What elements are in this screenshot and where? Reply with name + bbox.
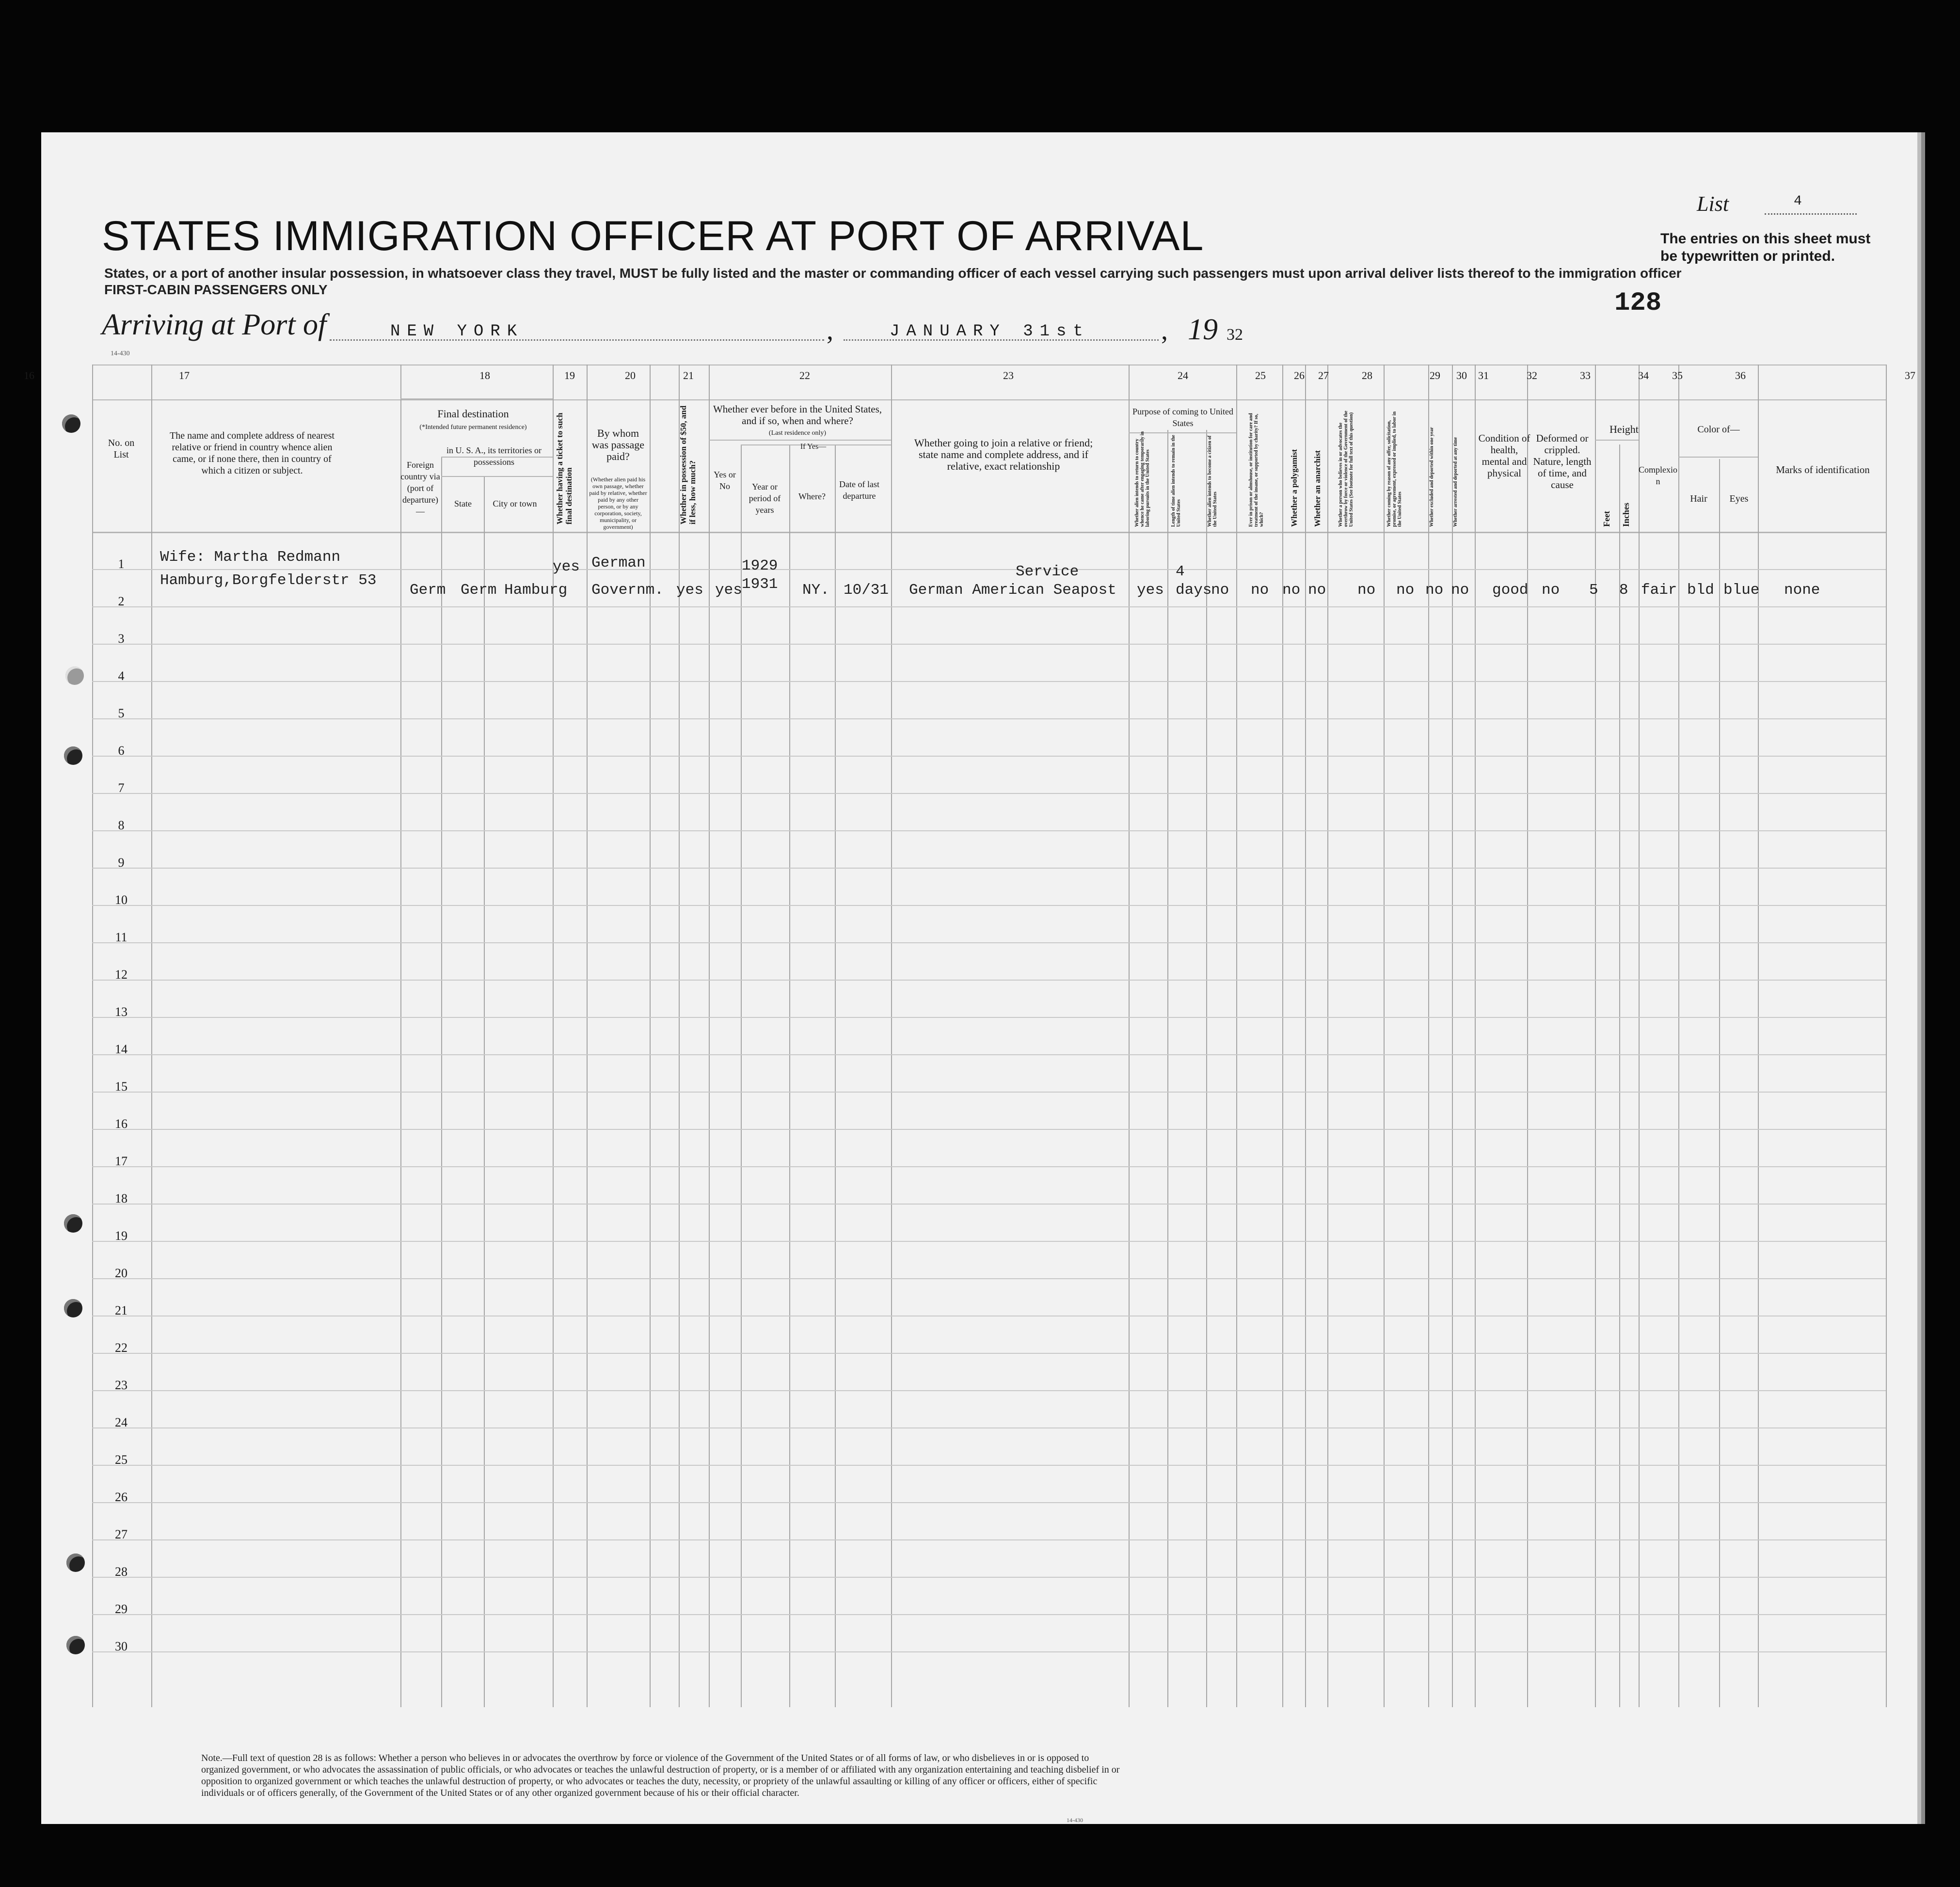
column-number: 22: [799, 369, 810, 381]
column-number: 35: [1672, 369, 1683, 381]
row-number: 26: [115, 1490, 127, 1504]
column-number: 32: [1527, 369, 1537, 381]
header-final-destination-note: (*Intended future permanent residence): [419, 424, 527, 431]
column-rule: [1719, 459, 1720, 1707]
punch-hole: [65, 666, 84, 685]
table-row: [92, 793, 1886, 794]
list-label: List: [1697, 192, 1729, 216]
entry-anarchist: no: [1308, 582, 1326, 599]
column-rule: [679, 365, 680, 1707]
column-rule: [891, 365, 892, 1707]
entry-deported: no: [1451, 582, 1469, 599]
entry-hair: bld: [1687, 582, 1714, 599]
entry-purpose: Service: [1016, 563, 1079, 580]
header-length-of-stay: Length of time alien intends to remain in the United States: [1171, 435, 1181, 527]
column-rule: [835, 444, 836, 1707]
column-number: 23: [1003, 369, 1014, 381]
entry-relative-name: Wife: Martha Redmann: [160, 549, 341, 566]
entry-foreign-country: Germ: [410, 582, 446, 599]
row-number: 20: [115, 1266, 127, 1280]
entry-joining: German American Seapost: [909, 582, 1116, 599]
column-rule: [1678, 365, 1679, 1707]
column-rule: [650, 365, 651, 1707]
subheader-rule: [400, 398, 553, 399]
entry-inches: 8: [1619, 582, 1628, 599]
header-deformed: Deformed or crippled. Nature, length of time, and cause: [1533, 432, 1592, 491]
entry-return: yes: [1137, 582, 1164, 599]
column-number: 36: [1735, 369, 1746, 381]
page-title: STATES IMMIGRATION OFFICER AT PORT OF ARRIVAL: [102, 213, 1204, 259]
header-overthrow: Whether a person who believes in or advocates the overthrow by force or violence of the Government of the United States (See footnote for full text of this question): [1338, 411, 1354, 527]
column-rule: [92, 365, 93, 1707]
row-number: 23: [115, 1378, 127, 1392]
header-polygamist: Whether a polygamist: [1290, 449, 1299, 527]
row-number: 29: [115, 1602, 127, 1616]
entry-where: NY.: [802, 582, 829, 599]
header-labor-offer: Whether coming by reason of any offer, solicitation, promise, or agreement, expressed or implied, to labor in the United States: [1386, 411, 1402, 527]
header-feet: Feet: [1602, 511, 1611, 527]
table-row: [92, 1614, 1886, 1615]
column-number: 19: [564, 369, 575, 381]
table-row: [92, 1241, 1886, 1242]
entry-paid-by: German: [591, 555, 646, 571]
column-number: 25: [1255, 369, 1266, 381]
entry-excluded: no: [1425, 582, 1444, 599]
header-height: Height: [1609, 423, 1639, 435]
entry-labor-offer: no: [1396, 582, 1415, 599]
subheader-rule: [441, 476, 553, 477]
year-suffix: 32: [1227, 326, 1243, 344]
column-rule: [151, 365, 152, 1707]
cabin-class-label: FIRST-CABIN PASSENGERS ONLY: [104, 282, 328, 297]
notice-line: be typewritten or printed.: [1660, 248, 1835, 264]
entry-years: 1929: [742, 557, 778, 574]
column-number: 31: [1478, 369, 1489, 381]
table-row: [92, 942, 1886, 943]
row-number: 19: [115, 1229, 127, 1243]
punch-hole: [64, 1299, 82, 1317]
table-row: [92, 980, 1886, 981]
table-row: [92, 606, 1886, 607]
table-row: [92, 1651, 1886, 1652]
header-marks: Marks of identification: [1776, 464, 1870, 476]
column-rule: [1129, 365, 1130, 1707]
row-number: 28: [115, 1565, 127, 1579]
row-number: 8: [118, 818, 125, 832]
entry-health: good: [1492, 582, 1529, 599]
entry-feet: 5: [1589, 582, 1598, 599]
entry-deformed: no: [1542, 582, 1560, 599]
typewritten-notice: [1660, 230, 1870, 265]
table-row: [92, 569, 1886, 570]
punch-hole: [66, 1636, 85, 1654]
header-color-of: Color of—: [1697, 424, 1740, 435]
column-number: 29: [1430, 369, 1440, 381]
footnote-form-number: 14-430: [1067, 1817, 1083, 1824]
punch-hole: [64, 746, 82, 765]
row-number: 17: [115, 1154, 127, 1168]
column-rule: [1619, 444, 1620, 1707]
entry-state: Germ: [461, 582, 497, 599]
column-rule: [1452, 365, 1453, 1707]
table-row: [92, 718, 1886, 719]
row-number: 24: [115, 1415, 127, 1429]
list-underline: [1765, 213, 1857, 215]
header-usa-destination: in U. S. A., its territories or possessions: [446, 445, 542, 467]
footnote: Note.—Full text of question 28 is as follows: Whether a person who believes in or advocates the overthrow by force or violence of the Government of the United States or of all forms of law, or who disbelieves in or is opposed to organized government, or who advocates the assassination of public officials, or who advocates or teaches the unlawful destruction of property, or is a member of or affiliated with any organization entertaining and teaching disbelief in or opposition to organized government or which teaches the unlawful destruction of property, or who advocates or teaches the duty, necessity, or propriety of the unlawful assaulting or killing of any officer or officers, either of specific individuals or of officers generally, of the Government of the United States or of any other organized government because of his or their official character.: [201, 1753, 1120, 1798]
row-number: 13: [115, 1005, 127, 1019]
header-fifty-dollars: Whether in possession of $50, and if less, how much?: [679, 405, 697, 524]
table-row: [92, 1204, 1886, 1205]
column-number: 16: [24, 369, 34, 381]
entry-polygamist: no: [1282, 582, 1301, 599]
header-purpose: Purpose of coming to United States: [1132, 407, 1233, 428]
entry-complexion: fair: [1641, 582, 1677, 599]
manifest-table: [24, 365, 1915, 1707]
year-prefix: 19: [1188, 313, 1218, 346]
header-prison: Ever in prison or almshouse, or institution for care and treatment of the insane, or supported by charity? If so, which?: [1248, 413, 1264, 527]
column-number: 30: [1456, 369, 1467, 381]
column-rule: [1639, 365, 1640, 1707]
column-number: 17: [179, 369, 190, 381]
header-no-on-list: No. on List: [108, 438, 135, 460]
punch-hole: [64, 1214, 82, 1233]
row-number: 18: [115, 1191, 127, 1205]
header-state: State: [454, 499, 472, 508]
table-row: [92, 1278, 1886, 1279]
row-number: 22: [115, 1341, 127, 1355]
row-number: 4: [118, 669, 125, 683]
entry-marks: none: [1784, 582, 1820, 599]
column-number: 18: [479, 369, 490, 381]
column-rule: [587, 365, 588, 1707]
row-number: 6: [118, 744, 125, 758]
entry-ticket: yes: [553, 558, 580, 575]
header-return-intent: Whether alien intends to return to country whence he came after engaging temporarily in laboring pursuits in the United States: [1134, 431, 1150, 527]
row-number: 2: [118, 594, 125, 608]
table-rule: [92, 399, 1886, 400]
header-last-residence: (Last residence only): [768, 429, 827, 437]
table-rule: [92, 532, 1886, 533]
header-nearest-relative: The name and complete address of nearest relative or friend in country whence alien came, or if none there, then in country of which a citizen or subject.: [170, 430, 335, 476]
column-number: 28: [1362, 369, 1372, 381]
entry-length: 4: [1176, 563, 1185, 580]
header-passage-note: (Whether alien paid his own passage, whether paid by relative, whether paid by any other person, or by any corporation, society, municipality, or government): [589, 476, 647, 530]
header-if-yes: If Yes—: [800, 443, 827, 451]
table-row: [92, 905, 1886, 906]
comma: ,: [1161, 316, 1168, 346]
table-row: [92, 1465, 1886, 1466]
entry-city: Hamburg: [504, 582, 568, 599]
column-rule: [1305, 365, 1306, 1707]
entry-departure: 10/31: [844, 582, 889, 599]
header-ever-before: Whether ever before in the United States, and if so, when and where?: [713, 403, 882, 427]
subheader-rule: [1595, 440, 1639, 441]
table-row: [92, 681, 1886, 682]
table-row: [92, 644, 1886, 645]
notice-line: The entries on this sheet must: [1660, 231, 1871, 247]
row-number: 15: [115, 1079, 127, 1094]
arrival-date: JANUARY 31st: [890, 322, 1090, 341]
entry-ever-before: yes: [715, 582, 742, 599]
header-last-departure: Date of last departure: [839, 479, 879, 501]
punch-hole: [62, 414, 80, 433]
table-row: [92, 1017, 1886, 1018]
column-number: 21: [683, 369, 694, 381]
header-ticket: Whether having a ticket to such final destination: [555, 412, 574, 524]
header-anarchist: Whether an anarchist: [1313, 450, 1322, 527]
entry-prison: no: [1251, 582, 1269, 599]
table-row: [92, 1390, 1886, 1391]
row-number: 5: [118, 706, 125, 720]
arriving-label: Arriving at Port of: [102, 308, 327, 341]
header-excluded: Whether excluded and deported within one year: [1429, 427, 1434, 527]
column-rule: [1206, 430, 1207, 1707]
column-number: 26: [1294, 369, 1305, 381]
column-rule: [741, 444, 742, 1707]
column-rule: [1384, 365, 1385, 1707]
table-row: [92, 830, 1886, 831]
instructions-line: States, or a port of another insular possession, in whatsoever class they travel, MUST be fully listed and the master or commanding officer of each vessel carrying such passengers must upon arrival deliver lists thereof to the immigration officer: [104, 266, 1682, 281]
entry-years-line2: 1931: [742, 576, 778, 593]
header-yes-no: Yes or No: [714, 470, 736, 491]
column-rule: [1327, 365, 1328, 1707]
table-row: [92, 1353, 1886, 1354]
row-number: 10: [115, 893, 127, 907]
column-rule: [1527, 365, 1528, 1707]
entry-paid-by-line2: Governm.: [591, 582, 664, 599]
header-citizen-intent: Whether alien intends to become a citizen of the United States: [1207, 435, 1218, 527]
header-complexion: Complexion: [1639, 465, 1677, 486]
column-number: 20: [625, 369, 636, 381]
column-rule: [1236, 365, 1237, 1707]
table-row: [92, 868, 1886, 869]
row-number: 14: [115, 1042, 127, 1056]
column-number: 33: [1580, 369, 1591, 381]
column-rule: [400, 365, 401, 1707]
subheader-rule: [1678, 457, 1758, 458]
row-number: 9: [118, 856, 125, 870]
header-final-destination: Final destination: [437, 408, 509, 420]
row-number: 21: [115, 1303, 127, 1317]
header-eyes: Eyes: [1729, 493, 1749, 504]
entry-overthrow: no: [1357, 582, 1376, 599]
column-number: 37: [1905, 369, 1915, 381]
column-rule: [1282, 365, 1283, 1707]
table-row: [92, 1092, 1886, 1093]
header-deported: Whether arrested and deported at any time: [1453, 437, 1458, 527]
list-number: 4: [1794, 194, 1802, 209]
row-number: 30: [115, 1639, 127, 1653]
header-inches: Inches: [1621, 502, 1631, 527]
column-rule: [1758, 365, 1759, 1707]
entry-citizen: no: [1211, 582, 1229, 599]
column-number: 34: [1638, 369, 1649, 381]
table-row: [92, 756, 1886, 757]
entry-length-unit: days: [1176, 582, 1212, 599]
page-number: 128: [1614, 288, 1662, 318]
entry-eyes: blue: [1723, 582, 1760, 599]
row-number: 27: [115, 1527, 127, 1541]
row-number: 25: [115, 1453, 127, 1467]
comma: ,: [827, 316, 833, 346]
table-row: [92, 1577, 1886, 1578]
row-number: 12: [115, 967, 127, 982]
column-number: 24: [1178, 369, 1188, 381]
table-row: [92, 1054, 1886, 1055]
row-number: 1: [118, 557, 125, 571]
column-rule: [1595, 365, 1596, 1707]
column-rule: [1886, 365, 1887, 1707]
header-where: Where?: [798, 492, 826, 501]
row-number: 11: [115, 930, 127, 944]
table-row: [92, 1166, 1886, 1167]
header-hair: Hair: [1690, 493, 1707, 504]
entry-relative-address: Hamburg,Borgfelderstr 53: [160, 572, 377, 589]
subheader-rule: [709, 440, 891, 441]
table-row: [92, 1502, 1886, 1503]
header-join-relative: Whether going to join a relative or friend; state name and complete address, and if relative, exact relationship: [914, 437, 1093, 472]
punch-hole: [66, 1554, 85, 1572]
column-rule: [709, 365, 710, 1707]
table-row: [92, 1129, 1886, 1130]
column-rule: [1167, 430, 1168, 1707]
table-row: [92, 1539, 1886, 1540]
table-row: [92, 1427, 1886, 1428]
form-number: 14-430: [111, 350, 130, 357]
column-number: 27: [1318, 369, 1329, 381]
column-rule: [1475, 365, 1476, 1707]
entry-money: yes: [676, 582, 703, 599]
header-foreign-country: Foreign country via (port of departure)—: [400, 460, 440, 516]
column-rule: [789, 444, 790, 1707]
header-city: City or town: [493, 499, 537, 508]
row-number: 7: [118, 781, 125, 795]
header-period: Year or period of years: [749, 482, 781, 515]
arrival-port: NEW YORK: [390, 322, 524, 341]
row-number: 16: [115, 1117, 127, 1131]
header-health: Condition of health, mental and physical: [1478, 432, 1530, 479]
header-passage-paid: By whom was passage paid?: [591, 427, 645, 462]
row-number: 3: [118, 632, 125, 646]
column-rule: [1428, 365, 1429, 1707]
